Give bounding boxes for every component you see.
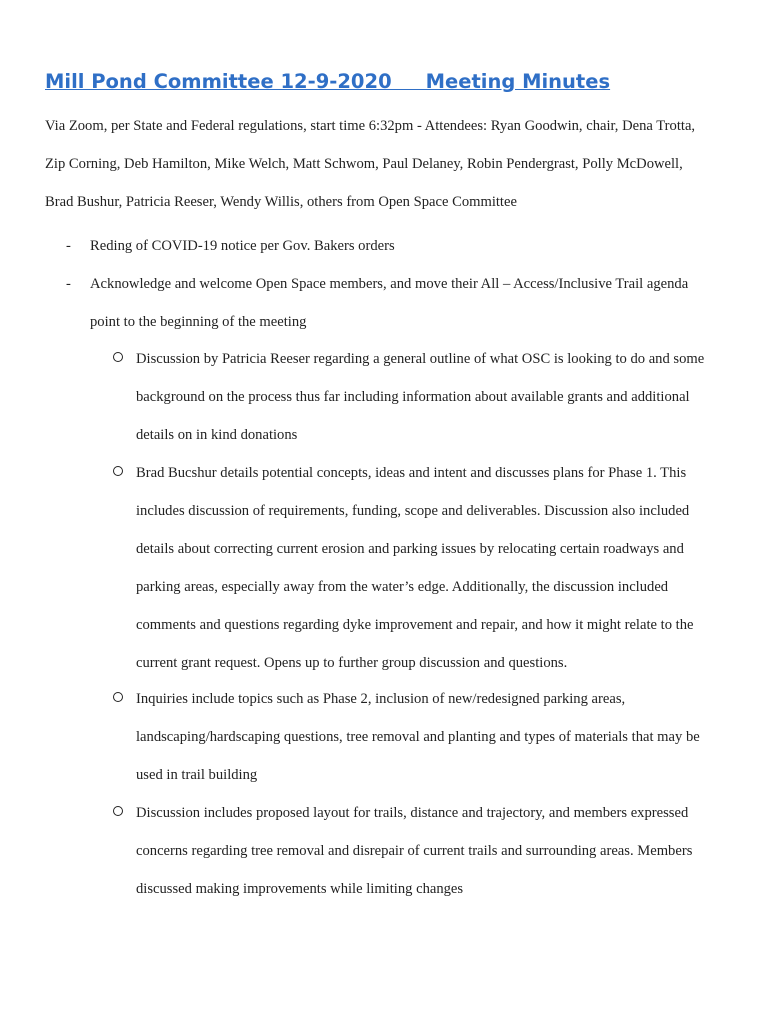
subitem-text: parking areas, especially away from the water’s edge. Additionally, the discussion included [136,579,669,595]
dash-marker: - [66,238,71,254]
dash-marker: - [66,276,71,292]
subitem-text: details on in kind donations [136,427,298,443]
subitem-text: Inquiries include topics such as Phase 2, inclusion of new/redesigned parking areas, [136,691,626,707]
agenda-item-text: Acknowledge and welcome Open Space members, and move their All – Access/Inclusive Trail agenda [90,276,689,292]
subitem-text: Discussion by Patricia Reeser regarding a general outline of what OSC is looking to do and some [136,351,705,367]
circle-bullet-icon [113,352,123,362]
subitem-text: Discussion includes proposed layout for trails, distance and trajectory, and members expressed [136,805,689,821]
intro-line: Brad Bushur, Patricia Reeser, Wendy Willis, others from Open Space Committee [45,194,517,210]
subitem-text: details about correcting current erosion and parking issues by relocating certain roadways and [136,541,684,557]
subitem-text: current grant request. Opens up to further group discussion and questions. [136,655,568,671]
agenda-item-text: point to the beginning of the meeting [90,314,307,330]
circle-bullet-icon [113,692,123,702]
intro-line: Via Zoom, per State and Federal regulations, start time 6:32pm - Attendees: Ryan Goodwin, chair, Dena Trotta, [45,118,696,134]
subitem-text: discussed making improvements while limiting changes [136,881,464,897]
agenda-item-text: Reding of COVID-19 notice per Gov. Bakers orders [90,238,395,254]
subitem-text: includes discussion of requirements, funding, scope and deliverables. Discussion also included [136,503,690,519]
subitem-text: Brad Bucshur details potential concepts, ideas and intent and discusses plans for Phase 1. This [136,465,687,481]
intro-line: Zip Corning, Deb Hamilton, Mike Welch, Matt Schwom, Paul Delaney, Robin Pendergrast, Polly McDowell, [45,156,683,172]
circle-bullet-icon [113,806,123,816]
subitem-text: landscaping/hardscaping questions, tree removal and planting and types of materials that may be [136,729,700,745]
subitem-text: comments and questions regarding dyke improvement and repair, and how it might relate to the [136,617,694,633]
subitem-text: concerns regarding tree removal and disrepair of current trails and surrounding areas. Members [136,843,693,859]
subitem-text: background on the process thus far including information about available grants and additional [136,389,690,405]
document-title: Mill Pond Committee 12-9-2020 Meeting Minutes [45,70,611,93]
circle-bullet-icon [113,466,123,476]
subitem-text: used in trail building [136,767,258,783]
